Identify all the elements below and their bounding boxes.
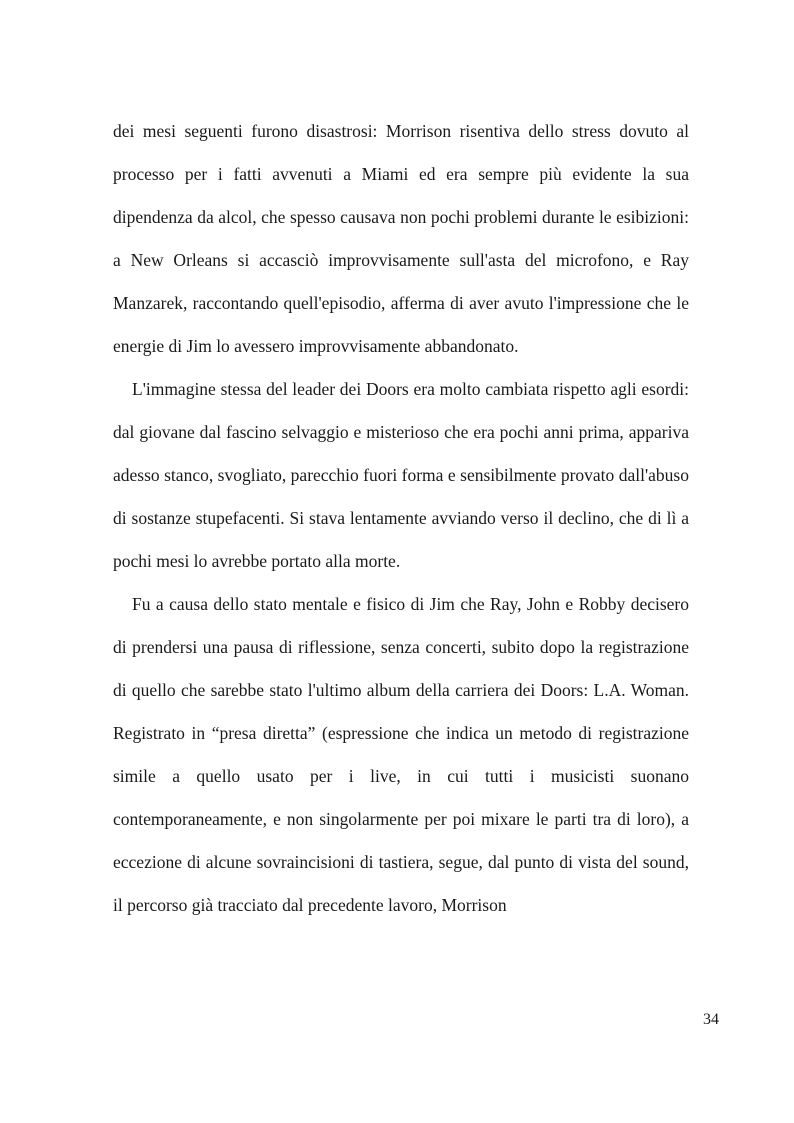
paragraph-3: Fu a causa dello stato mentale e fisico di Jim che Ray, John e Robby decisero di prendersi una pausa di riflessione, senza concerti, subito dopo la registrazione di quello che sarebbe stato l'ultimo album della carriera dei Doors: L.A. Woman. Registrato in “presa diretta” (espressione che indica un metodo di registrazione simile a quello usato per i live, in cui tutti i musicisti suonano contemporaneamente, e non singolarmente per poi mixare le parti tra di loro), a eccezione di alcune sovraincisioni di tastiera, segue, dal punto di vista del sound, il percorso già tracciato dal precedente lavoro, Morrison [113,594,689,915]
paragraph-2: L'immagine stessa del leader dei Doors era molto cambiata rispetto agli esordi: dal giovane dal fascino selvaggio e misterioso che era pochi anni prima, appariva adesso stanco, svogliato, parecchio fuori forma e sensibilmente provato dall'abuso di sostanze stupefacenti. Si stava lentamente avviando verso il declino, che di lì a pochi mesi lo avrebbe portato alla morte. [113,379,689,571]
page-body [113,110,689,927]
page-number: 34 [703,1011,719,1028]
paragraph-1: dei mesi seguenti furono disastrosi: Morrison risentiva dello stress dovuto al processo per i fatti avvenuti a Miami ed era sempre più evidente la sua dipendenza da alcol, che spesso causava non pochi problemi durante le esibizioni: a New Orleans si accasciò improvvisamente sull'asta del microfono, e Ray Manzarek, raccontando quell'episodio, afferma di aver avuto l'impressione che le energie di Jim lo avessero improvvisamente abbandonato. [113,121,689,356]
